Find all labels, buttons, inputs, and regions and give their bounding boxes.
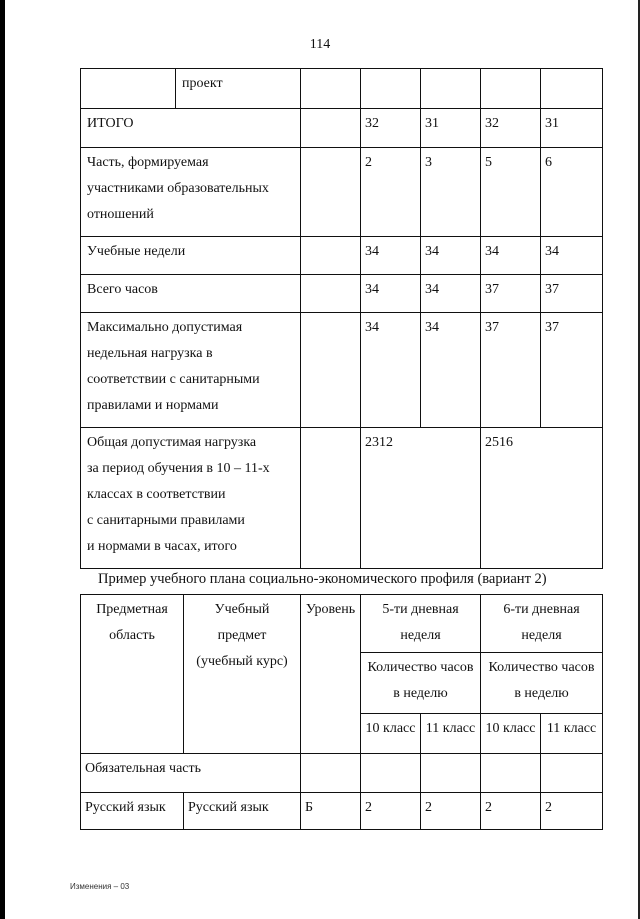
subject-area-cell: Русский язык (81, 793, 184, 830)
table-row (81, 148, 603, 237)
header-hours-per-week: Количество часов в неделю (481, 653, 603, 714)
table-row (81, 754, 603, 793)
cell-value: 32 (361, 109, 421, 148)
table-row (81, 69, 603, 109)
cell-value: 5 (481, 148, 541, 237)
cell-value: 34 (421, 313, 481, 428)
five-day-total: 2312 (361, 428, 481, 569)
cell-value: 2 (361, 793, 421, 830)
header-grade: 11 класс (541, 714, 603, 754)
project-label: проект (176, 69, 301, 109)
cell-value: 2 (421, 793, 481, 830)
header-hours-per-week: Количество часов в неделю (361, 653, 481, 714)
row-label: ИТОГО (81, 109, 301, 148)
table-row (81, 793, 603, 830)
six-day-total: 2516 (481, 428, 603, 569)
cell-value: 2 (361, 148, 421, 237)
cell-value: 34 (481, 237, 541, 275)
header-level: Уровень (301, 595, 361, 754)
cell-value: 37 (481, 313, 541, 428)
table-row (81, 428, 603, 569)
row-label: Часть, формируемая участниками образовательных отношений (81, 148, 301, 237)
row-label: Учебные недели (81, 237, 301, 275)
cell-value: 37 (541, 275, 603, 313)
row-label: Общая допустимая нагрузка за период обучения в 10 – 11-х классах в соответствии с санитарными правилами и нормами в часах, итого (81, 428, 301, 569)
table-row (81, 275, 603, 313)
header-grade: 10 класс (361, 714, 421, 754)
cell-value: 31 (541, 109, 603, 148)
curriculum-table (80, 594, 603, 830)
cell-value: 2 (481, 793, 541, 830)
page-number: 114 (309, 37, 331, 52)
cell-value: 34 (361, 313, 421, 428)
cell-value: 37 (541, 313, 603, 428)
cell-value: 2 (541, 793, 603, 830)
row-label: Максимально допустимая недельная нагрузка в соответствии с санитарными правилами и нормами (81, 313, 301, 428)
cell-value: 31 (421, 109, 481, 148)
level-cell: Б (301, 793, 361, 830)
subject-cell: Русский язык (184, 793, 301, 830)
table-caption: Пример учебного плана социально-экономического профиля (вариант 2) (98, 571, 547, 587)
page-footer: Изменения – 03 (70, 882, 130, 891)
cell-value: 6 (541, 148, 603, 237)
summary-table (80, 68, 603, 569)
table-row (81, 313, 603, 428)
cell-value: 34 (541, 237, 603, 275)
header-five-day-week: 5-ти дневная неделя (361, 595, 481, 653)
header-subject-area: Предметная область (81, 595, 184, 754)
table-header-row (81, 595, 603, 653)
header-six-day-week: 6-ти дневная неделя (481, 595, 603, 653)
table-row (81, 237, 603, 275)
cell-value: 3 (421, 148, 481, 237)
row-label: Всего часов (81, 275, 301, 313)
page-left-edge (0, 0, 5, 919)
header-grade: 10 класс (481, 714, 541, 754)
mandatory-part-label: Обязательная часть (81, 754, 301, 793)
cell-value: 32 (481, 109, 541, 148)
cell-value: 34 (361, 237, 421, 275)
cell-value: 34 (421, 237, 481, 275)
header-grade: 11 класс (421, 714, 481, 754)
header-subject: Учебный предмет (учебный курс) (184, 595, 301, 754)
cell-value: 37 (481, 275, 541, 313)
cell-value: 34 (361, 275, 421, 313)
cell-value: 34 (421, 275, 481, 313)
table-row (81, 109, 603, 148)
